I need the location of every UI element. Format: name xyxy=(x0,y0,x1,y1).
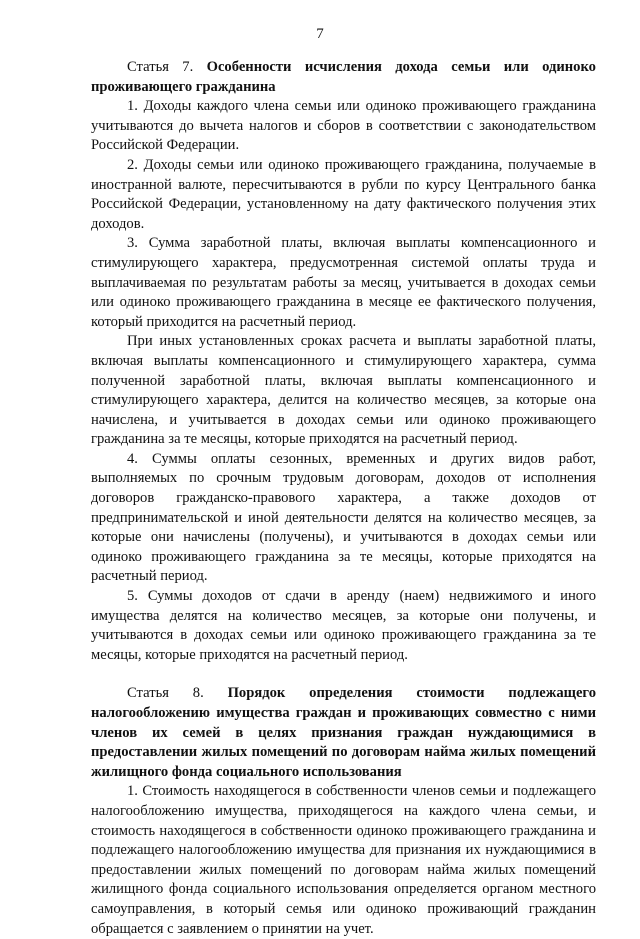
article-paragraph: 3. Сумма заработной платы, включая выплаты компенсационного и стимулирующего характера, предусмотренная системой оплаты труда и выплачиваемая по результатам работы за месяц, учитывается в доходах семьи или одиноко проживающего гражданина в месяце ее фактического получения, который приходится на расчетный период. xyxy=(91,235,596,330)
article-paragraph: 4. Суммы оплаты сезонных, временных и других видов работ, выполняемых по срочным трудовым договорам, доходов от исполнения договоров гражданско-правового характера, а также доходов от предпринимательской и иной деятельности делятся на количество месяцев, за которые они начислены (получены), и учитываются в доходах семьи или одиноко проживающего гражданина за те месяцы, которые приходятся на расчетный период. xyxy=(91,450,596,585)
page-number: 7 xyxy=(316,26,324,42)
article-paragraph: При иных установленных сроках расчета и выплаты заработной платы, включая выплаты компенсационного и стимулирующего характера, сумма полученной заработной платы, включая выплаты компенсационного и стимулирующего характера, делится на количество месяцев, за которые она начислена, и учитывается в доходах семьи или одиноко проживающего гражданина за те месяцы, которые приходятся на расчетный период. xyxy=(91,333,596,448)
article-paragraph: 2. Доходы семьи или одиноко проживающего гражданина, получаемые в иностранной валюте, пересчитываются в рубли по курсу Центрального банка Российской Федерации, установленному на дату фактического получения этих доходов. xyxy=(91,156,596,232)
article-title: Особенности исчисления дохода семьи или одиноко проживающего гражданина xyxy=(91,59,596,95)
article-7 xyxy=(91,58,596,665)
article-label: Статья 8. xyxy=(127,685,204,702)
article-heading xyxy=(91,58,596,97)
article-label: Статья 7. xyxy=(127,59,194,75)
article-paragraph: 5. Суммы доходов от сдачи в аренду (наем) недвижимого и иного имущества делятся на количество месяцев, за которые они получены, и учитываются в доходах семьи или одиноко проживающего гражданина за те месяцы, которые приходятся на расчетный период. xyxy=(91,588,596,663)
article-title: Порядок определения стоимости подлежащего налогообложению имущества граждан и проживающих совместно с ними членов их семей в целях признания граждан нуждающимися в предоставлении жилых помещений по договорам найма жилых помещений жилищного фонда социального использования xyxy=(91,685,596,780)
article-heading xyxy=(91,684,596,782)
article-paragraph: 1. Доходы каждого члена семьи или одиноко проживающего гражданина учитываются до вычета налогов и сборов в соответствии с законодательством Российской Федерации. xyxy=(91,98,596,154)
article-8 xyxy=(91,684,596,939)
document-body xyxy=(91,58,596,939)
article-paragraph: 1. Стоимость находящегося в собственности членов семьи и подлежащего налогообложению имущества, приходящегося на каждого члена семьи, и стоимость находящегося в собственности одиноко проживающего гражданина и подлежащего налогообложению имущества для признания их нуждающимися в предоставлении жилых помещений по договорам найма жилых помещений жилищного фонда социального использования определяется органом местного самоуправления, в который семья или одиноко проживающий гражданин обращается с заявлением о принятии на учет. xyxy=(91,783,596,937)
